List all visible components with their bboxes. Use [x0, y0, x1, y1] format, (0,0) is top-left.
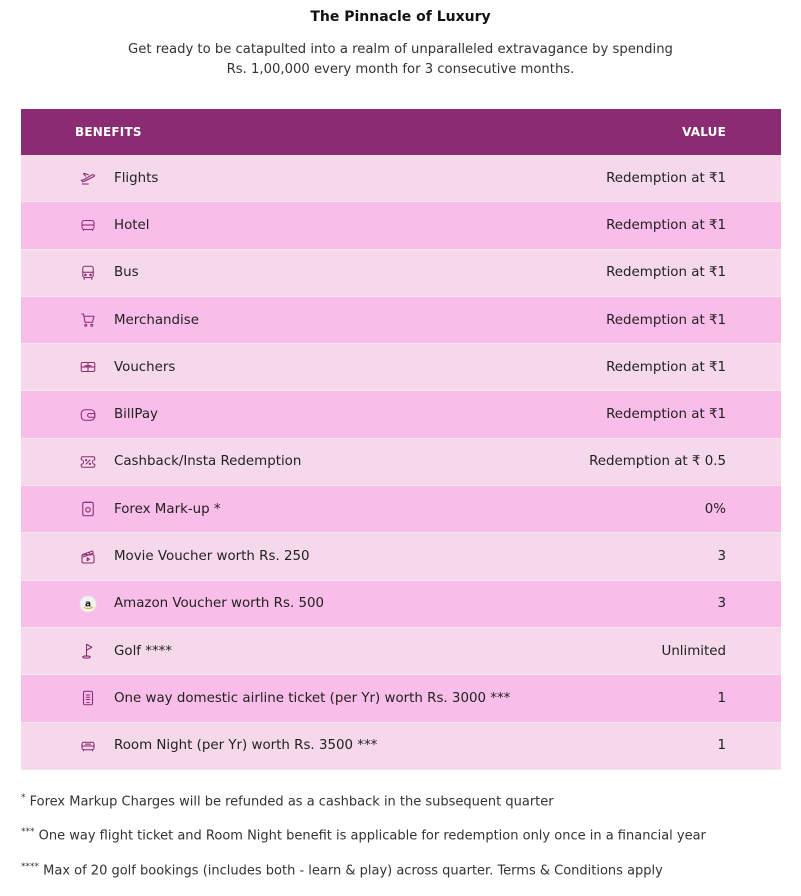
table-row	[21, 581, 781, 628]
benefit-label: Flights	[114, 170, 159, 186]
golf-flag-icon	[77, 640, 99, 662]
benefit-value: Redemption at ₹1	[606, 170, 726, 186]
movie-clapper-icon	[77, 546, 99, 568]
column-header-benefits: BENEFITS	[75, 125, 142, 139]
benefit-label: Bus	[114, 265, 139, 281]
benefit-cell	[77, 356, 175, 378]
benefit-value: 1	[717, 690, 726, 706]
gift-voucher-icon	[77, 356, 99, 378]
cart-icon	[77, 309, 99, 331]
amazon-logo-icon	[77, 593, 99, 615]
table-body	[21, 155, 781, 770]
benefit-cell	[77, 451, 301, 473]
benefit-label: Vouchers	[114, 359, 176, 375]
benefit-label: Golf ****	[114, 643, 173, 659]
benefit-value: 1	[717, 738, 726, 754]
footnote-forex	[21, 783, 781, 817]
benefit-value: Redemption at ₹1	[606, 265, 726, 281]
table-row	[21, 723, 781, 770]
benefit-cell	[77, 498, 221, 520]
benefit-label: One way domestic airline ticket (per Yr) worth Rs. 3000 ***	[114, 690, 511, 706]
benefit-cell	[77, 640, 172, 662]
benefit-label: BillPay	[114, 407, 158, 423]
table-row	[21, 675, 781, 722]
room-bed-icon	[77, 735, 99, 757]
page-title: The Pinnacle of Luxury	[310, 9, 491, 25]
benefit-value: 0%	[704, 501, 726, 517]
benefit-label: Amazon Voucher worth Rs. 500	[114, 596, 325, 612]
benefit-cell	[77, 167, 158, 189]
table-row	[21, 439, 781, 486]
footnote-text: One way flight ticket and Room Night benefit is applicable for redemption only once in a financial year	[34, 828, 706, 844]
footnote-mark: ***	[21, 827, 35, 838]
bus-icon	[77, 262, 99, 284]
benefit-label: Room Night (per Yr) worth Rs. 3500 ***	[114, 738, 378, 754]
footnote-flight-room	[21, 817, 781, 851]
airline-ticket-icon	[77, 687, 99, 709]
benefit-cell	[77, 214, 149, 236]
subtitle-line-1: Get ready to be catapulted into a realm of unparalleled extravagance by spending	[128, 42, 673, 57]
plane-icon	[77, 167, 99, 189]
hotel-bed-icon	[77, 214, 99, 236]
footnote-golf	[21, 852, 781, 886]
footnotes	[21, 783, 781, 886]
benefit-label: Hotel	[114, 217, 150, 233]
table-row	[21, 297, 781, 344]
table-header	[21, 109, 781, 155]
table-row	[21, 533, 781, 580]
footnote-text: Max of 20 golf bookings (includes both - learn & play) across quarter. Terms & Conditions apply	[39, 862, 663, 878]
benefit-value: Redemption at ₹1	[606, 359, 726, 375]
table-row	[21, 250, 781, 297]
benefit-value: Redemption at ₹ 0.5	[589, 454, 726, 470]
benefit-cell	[77, 687, 510, 709]
table-row	[21, 344, 781, 391]
table-row	[21, 486, 781, 533]
benefit-value: Redemption at ₹1	[606, 312, 726, 328]
table-row	[21, 391, 781, 438]
benefit-label: Cashback/Insta Redemption	[114, 454, 302, 470]
percent-ticket-icon	[77, 451, 99, 473]
benefit-value: 3	[717, 549, 726, 565]
wallet-icon	[77, 404, 99, 426]
benefit-value: Unlimited	[661, 643, 726, 659]
benefits-table	[21, 109, 781, 770]
benefit-cell	[77, 309, 199, 331]
svg-text:a: a	[84, 599, 92, 610]
benefit-cell	[77, 546, 310, 568]
benefit-cell	[77, 735, 377, 757]
benefit-value: 3	[717, 596, 726, 612]
benefit-label: Forex Mark-up *	[114, 501, 221, 517]
table-row	[21, 202, 781, 249]
footnote-text: Forex Markup Charges will be refunded as a cashback in the subsequent quarter	[25, 794, 554, 810]
benefit-label: Movie Voucher worth Rs. 250	[114, 549, 310, 565]
benefit-value: Redemption at ₹1	[606, 217, 726, 233]
page-subtitle	[0, 40, 801, 80]
footnote-mark: *	[21, 793, 26, 803]
benefit-cell	[77, 593, 324, 615]
subtitle-line-2: Rs. 1,00,000 every month for 3 consecutive months.	[226, 62, 575, 77]
benefit-value: Redemption at ₹1	[606, 407, 726, 423]
table-row	[21, 155, 781, 202]
benefit-cell	[77, 262, 139, 284]
footnote-mark: ****	[21, 861, 39, 872]
benefit-label: Merchandise	[114, 312, 199, 328]
benefit-cell	[77, 404, 158, 426]
column-header-value: VALUE	[682, 125, 726, 139]
forex-card-icon	[77, 498, 99, 520]
table-row	[21, 628, 781, 675]
